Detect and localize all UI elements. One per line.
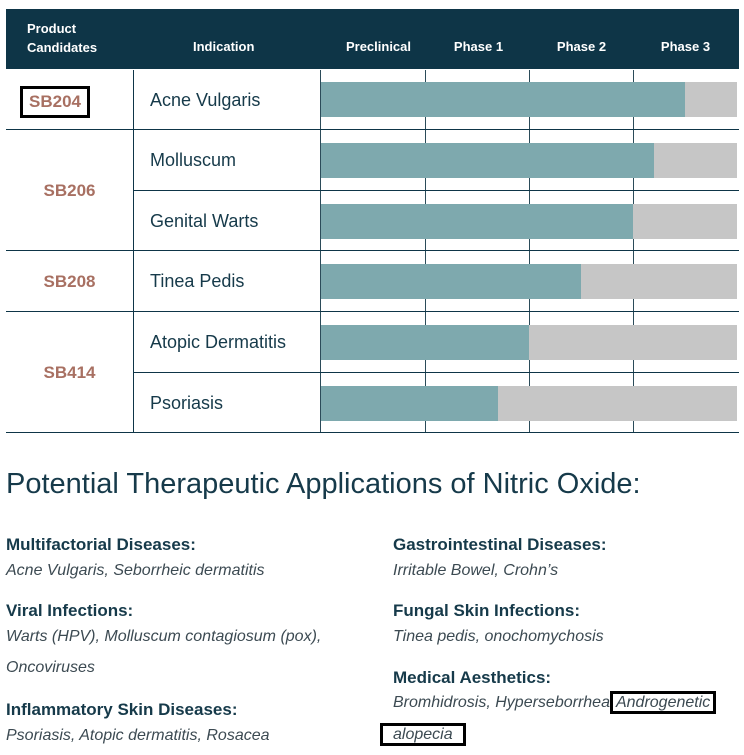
- phase-header-phase1: Phase 1: [453, 39, 504, 54]
- gridline-0: [320, 70, 321, 432]
- category-aesthetics: Medical Aesthetics:: [393, 668, 552, 687]
- row-divider: [6, 311, 739, 312]
- phase-header-phase2: Phase 2: [556, 39, 607, 54]
- highlight-alopecia: alopecia: [380, 723, 466, 746]
- indication-label: Tinea Pedis: [150, 271, 245, 291]
- bar-fill: [321, 204, 633, 239]
- aesthetics-items-prefix: Bromhidrosis, Hyperseborrhea: [393, 694, 610, 711]
- category-gastrointestinal: Gastrointestinal Diseases:: [393, 535, 607, 554]
- indication-label: Molluscum: [150, 150, 237, 170]
- gridline-1: [425, 70, 426, 432]
- indication-label: Genital Warts: [150, 211, 259, 231]
- section-title: Potential Therapeutic Applications of Nitric Oxide:: [6, 468, 641, 500]
- row-divider: [133, 372, 739, 373]
- candidate-sb204: SB204: [20, 86, 90, 118]
- candidate-column-divider: [133, 70, 134, 432]
- candidates-header: [27, 19, 127, 57]
- category-multifactorial: Multifactorial Diseases:: [6, 535, 196, 554]
- category-items: Tinea pedis, onochomychosis: [393, 628, 604, 645]
- category-items: [393, 694, 716, 712]
- row-divider: [6, 250, 739, 251]
- row-divider: [6, 432, 739, 433]
- indication-header: Indication: [193, 39, 255, 54]
- highlight-androgenetic: Androgenetic: [610, 691, 716, 714]
- indication-label: Atopic Dermatitis: [150, 332, 287, 352]
- indication-label: Acne Vulgaris: [150, 90, 261, 110]
- candidates-header-line2: Candidates: [27, 40, 98, 55]
- bar-track: [321, 143, 737, 178]
- bar-fill: [321, 143, 654, 178]
- category-items: Irritable Bowel, Crohn’s: [393, 562, 559, 579]
- row-divider: [6, 129, 739, 130]
- category-items: [380, 726, 466, 744]
- candidate-sb206: SB206: [43, 181, 96, 200]
- gridline-2: [529, 70, 530, 432]
- pipeline-header: [6, 9, 739, 69]
- category-items: Oncoviruses: [6, 659, 95, 676]
- row-divider: [133, 190, 739, 191]
- bar-fill: [321, 325, 529, 360]
- bar-track: [321, 204, 737, 239]
- candidate-sb208: SB208: [43, 272, 96, 291]
- bar-fill: [321, 386, 498, 421]
- indication-label: Psoriasis: [150, 393, 224, 413]
- candidates-header-line1: Product: [27, 21, 77, 36]
- phase-header-preclinical: Preclinical: [345, 39, 412, 54]
- gridline-3: [633, 70, 634, 432]
- bar-track: [321, 264, 737, 299]
- category-fungal: Fungal Skin Infections:: [393, 601, 581, 620]
- bar-track: [321, 386, 737, 421]
- category-inflammatory: Inflammatory Skin Diseases:: [6, 700, 238, 719]
- category-items: Warts (HPV), Molluscum contagiosum (pox),: [6, 628, 322, 645]
- category-items: Psoriasis, Atopic dermatitis, Rosacea: [6, 727, 270, 744]
- category-items: Acne Vulgaris, Seborrheic dermatitis: [6, 562, 265, 579]
- phase-header-phase3: Phase 3: [660, 39, 711, 54]
- category-viral: Viral Infections:: [6, 601, 134, 620]
- candidate-sb414: SB414: [43, 363, 96, 382]
- bar-fill: [321, 264, 581, 299]
- bar-fill: [321, 82, 685, 117]
- bar-track: [321, 82, 737, 117]
- bar-track: [321, 325, 737, 360]
